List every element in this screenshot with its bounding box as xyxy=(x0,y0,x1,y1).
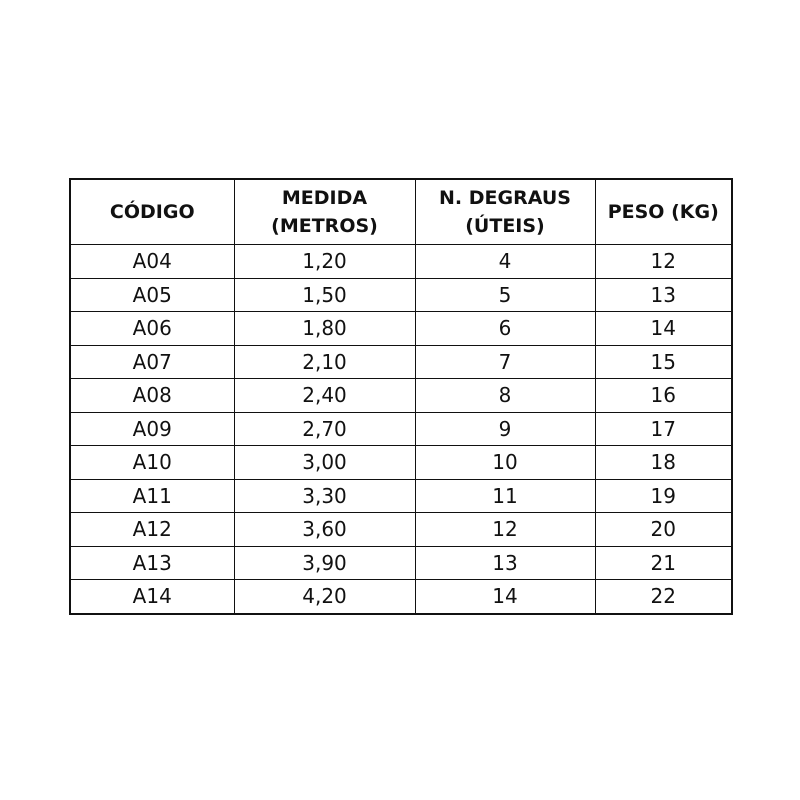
table-row xyxy=(70,513,732,547)
cell-medida: 3,90 xyxy=(234,546,415,580)
cell-peso: 20 xyxy=(595,513,732,547)
table-row xyxy=(70,379,732,413)
header-row xyxy=(70,179,732,245)
table-row xyxy=(70,580,732,614)
table-row xyxy=(70,312,732,346)
cell-degraus: 9 xyxy=(415,412,595,446)
cell-codigo: A14 xyxy=(70,580,234,614)
cell-peso: 16 xyxy=(595,379,732,413)
cell-codigo: A12 xyxy=(70,513,234,547)
header-degraus xyxy=(415,179,595,245)
cell-codigo: A08 xyxy=(70,379,234,413)
cell-codigo: A09 xyxy=(70,412,234,446)
cell-peso: 18 xyxy=(595,446,732,480)
cell-peso: 12 xyxy=(595,245,732,279)
cell-peso: 19 xyxy=(595,479,732,513)
header-medida-line-1: MEDIDA xyxy=(281,187,368,209)
cell-medida: 3,60 xyxy=(234,513,415,547)
table-row xyxy=(70,446,732,480)
cell-degraus: 7 xyxy=(415,345,595,379)
cell-codigo: A04 xyxy=(70,245,234,279)
table-row xyxy=(70,412,732,446)
cell-degraus: 4 xyxy=(415,245,595,279)
header-peso-label: PESO (KG) xyxy=(607,201,719,223)
cell-degraus: 5 xyxy=(415,278,595,312)
cell-degraus: 11 xyxy=(415,479,595,513)
specifications-table xyxy=(69,178,733,615)
cell-peso: 15 xyxy=(595,345,732,379)
cell-codigo: A13 xyxy=(70,546,234,580)
cell-peso: 22 xyxy=(595,580,732,614)
table-row xyxy=(70,245,732,279)
table-row xyxy=(70,546,732,580)
cell-codigo: A10 xyxy=(70,446,234,480)
cell-medida: 2,40 xyxy=(234,379,415,413)
table-row xyxy=(70,345,732,379)
cell-peso: 21 xyxy=(595,546,732,580)
cell-medida: 2,70 xyxy=(234,412,415,446)
header-peso xyxy=(595,179,732,245)
header-medida-line-2: (METROS) xyxy=(271,215,378,237)
cell-degraus: 14 xyxy=(415,580,595,614)
cell-medida: 1,50 xyxy=(234,278,415,312)
cell-peso: 13 xyxy=(595,278,732,312)
cell-degraus: 12 xyxy=(415,513,595,547)
table-body xyxy=(70,245,732,614)
cell-codigo: A05 xyxy=(70,278,234,312)
table-row xyxy=(70,479,732,513)
cell-peso: 17 xyxy=(595,412,732,446)
cell-medida: 1,20 xyxy=(234,245,415,279)
cell-degraus: 6 xyxy=(415,312,595,346)
header-degraus-line-1: N. DEGRAUS xyxy=(439,187,571,209)
cell-degraus: 13 xyxy=(415,546,595,580)
header-medida xyxy=(234,179,415,245)
table-header xyxy=(70,179,732,245)
cell-medida: 3,00 xyxy=(234,446,415,480)
cell-codigo: A11 xyxy=(70,479,234,513)
cell-peso: 14 xyxy=(595,312,732,346)
cell-codigo: A07 xyxy=(70,345,234,379)
header-degraus-line-2: (ÚTEIS) xyxy=(465,215,545,237)
cell-medida: 1,80 xyxy=(234,312,415,346)
cell-medida: 3,30 xyxy=(234,479,415,513)
cell-codigo: A06 xyxy=(70,312,234,346)
header-codigo-label: CÓDIGO xyxy=(109,201,195,223)
cell-medida: 2,10 xyxy=(234,345,415,379)
table-row xyxy=(70,278,732,312)
cell-degraus: 8 xyxy=(415,379,595,413)
cell-degraus: 10 xyxy=(415,446,595,480)
header-codigo xyxy=(70,179,234,245)
cell-medida: 4,20 xyxy=(234,580,415,614)
